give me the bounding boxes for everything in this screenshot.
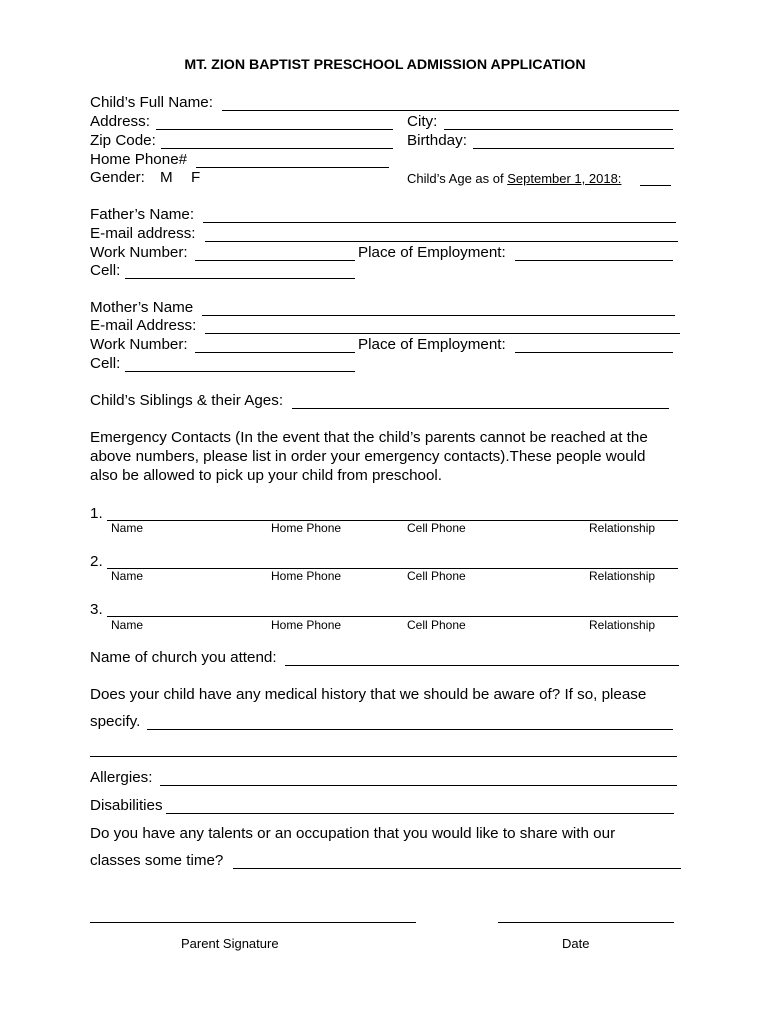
father-cell-field[interactable] xyxy=(125,278,355,279)
birthday-label: Birthday: xyxy=(407,132,467,149)
column-cell-phone-label: Cell Phone xyxy=(407,521,466,535)
zip-code-field[interactable] xyxy=(161,148,393,149)
emergency-contact-number: 3. xyxy=(90,601,103,618)
disabilities-field[interactable] xyxy=(166,813,674,814)
column-cell-phone-label: Cell Phone xyxy=(407,569,466,583)
gender-label: Gender: xyxy=(90,169,145,186)
child-full-name-field[interactable] xyxy=(222,110,679,111)
column-cell-phone-label: Cell Phone xyxy=(407,618,466,632)
mother-name-field[interactable] xyxy=(202,315,675,316)
form-title: MT. ZION BAPTIST PRESCHOOL ADMISSION APPLICATION xyxy=(184,57,586,73)
father-employment-field[interactable] xyxy=(515,260,673,261)
mother-name-label: Mother’s Name xyxy=(90,299,194,316)
column-relationship-label: Relationship xyxy=(589,618,656,632)
zip-code-label: Zip Code: xyxy=(90,132,156,149)
father-work-number-label: Work Number: xyxy=(90,244,188,261)
father-cell-label: Cell: xyxy=(90,262,121,279)
mother-work-number-field[interactable] xyxy=(195,352,355,353)
parent-signature-label: Parent Signature xyxy=(181,936,279,951)
child-age-field[interactable] xyxy=(640,185,671,186)
church-field[interactable] xyxy=(285,665,679,666)
father-email-field[interactable] xyxy=(205,241,678,242)
column-name-label: Name xyxy=(111,521,144,535)
mother-email-field[interactable] xyxy=(205,333,680,334)
medical-history-question: Does your child have any medical history that we should be aware of? If so, please xyxy=(90,686,647,703)
date-label: Date xyxy=(562,936,590,951)
column-name-label: Name xyxy=(111,569,144,583)
medical-specify-label: specify. xyxy=(90,713,141,730)
parent-signature-field[interactable] xyxy=(90,922,416,923)
emergency-contact-number: 1. xyxy=(90,505,103,522)
city-field[interactable] xyxy=(444,129,673,130)
allergies-label: Allergies: xyxy=(90,769,153,786)
column-home-phone-label: Home Phone xyxy=(271,618,342,632)
home-phone-field[interactable] xyxy=(196,167,389,168)
child-age-date: September 1, 2018: xyxy=(507,171,622,186)
medical-history-field[interactable] xyxy=(147,729,673,730)
mother-cell-label: Cell: xyxy=(90,355,121,372)
gender-option-m[interactable]: M xyxy=(160,169,173,186)
talents-followup-label: classes some time? xyxy=(90,852,224,869)
talents-field[interactable] xyxy=(233,868,681,869)
column-relationship-label: Relationship xyxy=(589,521,656,535)
birthday-field[interactable] xyxy=(473,148,674,149)
emergency-intro-line: above numbers, please list in order your emergency contacts).These people would xyxy=(90,448,646,465)
column-home-phone-label: Home Phone xyxy=(271,569,342,583)
disabilities-label: Disabilities xyxy=(90,797,163,814)
father-name-label: Father’s Name: xyxy=(90,206,195,223)
mother-employment-label: Place of Employment: xyxy=(358,336,506,353)
city-label: City: xyxy=(407,113,438,130)
date-field[interactable] xyxy=(498,922,674,923)
mother-work-number-label: Work Number: xyxy=(90,336,188,353)
talents-question: Do you have any talents or an occupation that you would like to share with our xyxy=(90,825,616,842)
gender-option-f[interactable]: F xyxy=(191,169,201,186)
emergency-intro-line: Emergency Contacts (In the event that the child’s parents cannot be reached at the xyxy=(90,429,648,446)
medical-history-field-continued[interactable] xyxy=(90,756,677,757)
father-name-field[interactable] xyxy=(203,222,676,223)
father-email-label: E-mail address: xyxy=(90,225,196,242)
child-age-label xyxy=(407,172,621,185)
column-name-label: Name xyxy=(111,618,144,632)
siblings-field[interactable] xyxy=(292,408,669,409)
column-home-phone-label: Home Phone xyxy=(271,521,342,535)
child-age-label-prefix: Child’s Age as of xyxy=(407,171,508,186)
emergency-contact-number: 2. xyxy=(90,553,103,570)
allergies-field[interactable] xyxy=(160,785,677,786)
home-phone-label: Home Phone# xyxy=(90,151,188,168)
father-work-number-field[interactable] xyxy=(195,260,355,261)
siblings-label: Child’s Siblings & their Ages: xyxy=(90,392,284,409)
column-relationship-label: Relationship xyxy=(589,569,656,583)
church-label: Name of church you attend: xyxy=(90,649,277,666)
child-full-name-label: Child’s Full Name: xyxy=(90,94,213,111)
address-field[interactable] xyxy=(156,129,393,130)
mother-email-label: E-mail Address: xyxy=(90,317,197,334)
father-employment-label: Place of Employment: xyxy=(358,244,506,261)
emergency-intro-line: also be allowed to pick up your child from preschool. xyxy=(90,467,443,484)
mother-employment-field[interactable] xyxy=(515,352,673,353)
mother-cell-field[interactable] xyxy=(125,371,355,372)
emergency-contact-3-field[interactable] xyxy=(107,616,678,617)
address-label: Address: xyxy=(90,113,150,130)
